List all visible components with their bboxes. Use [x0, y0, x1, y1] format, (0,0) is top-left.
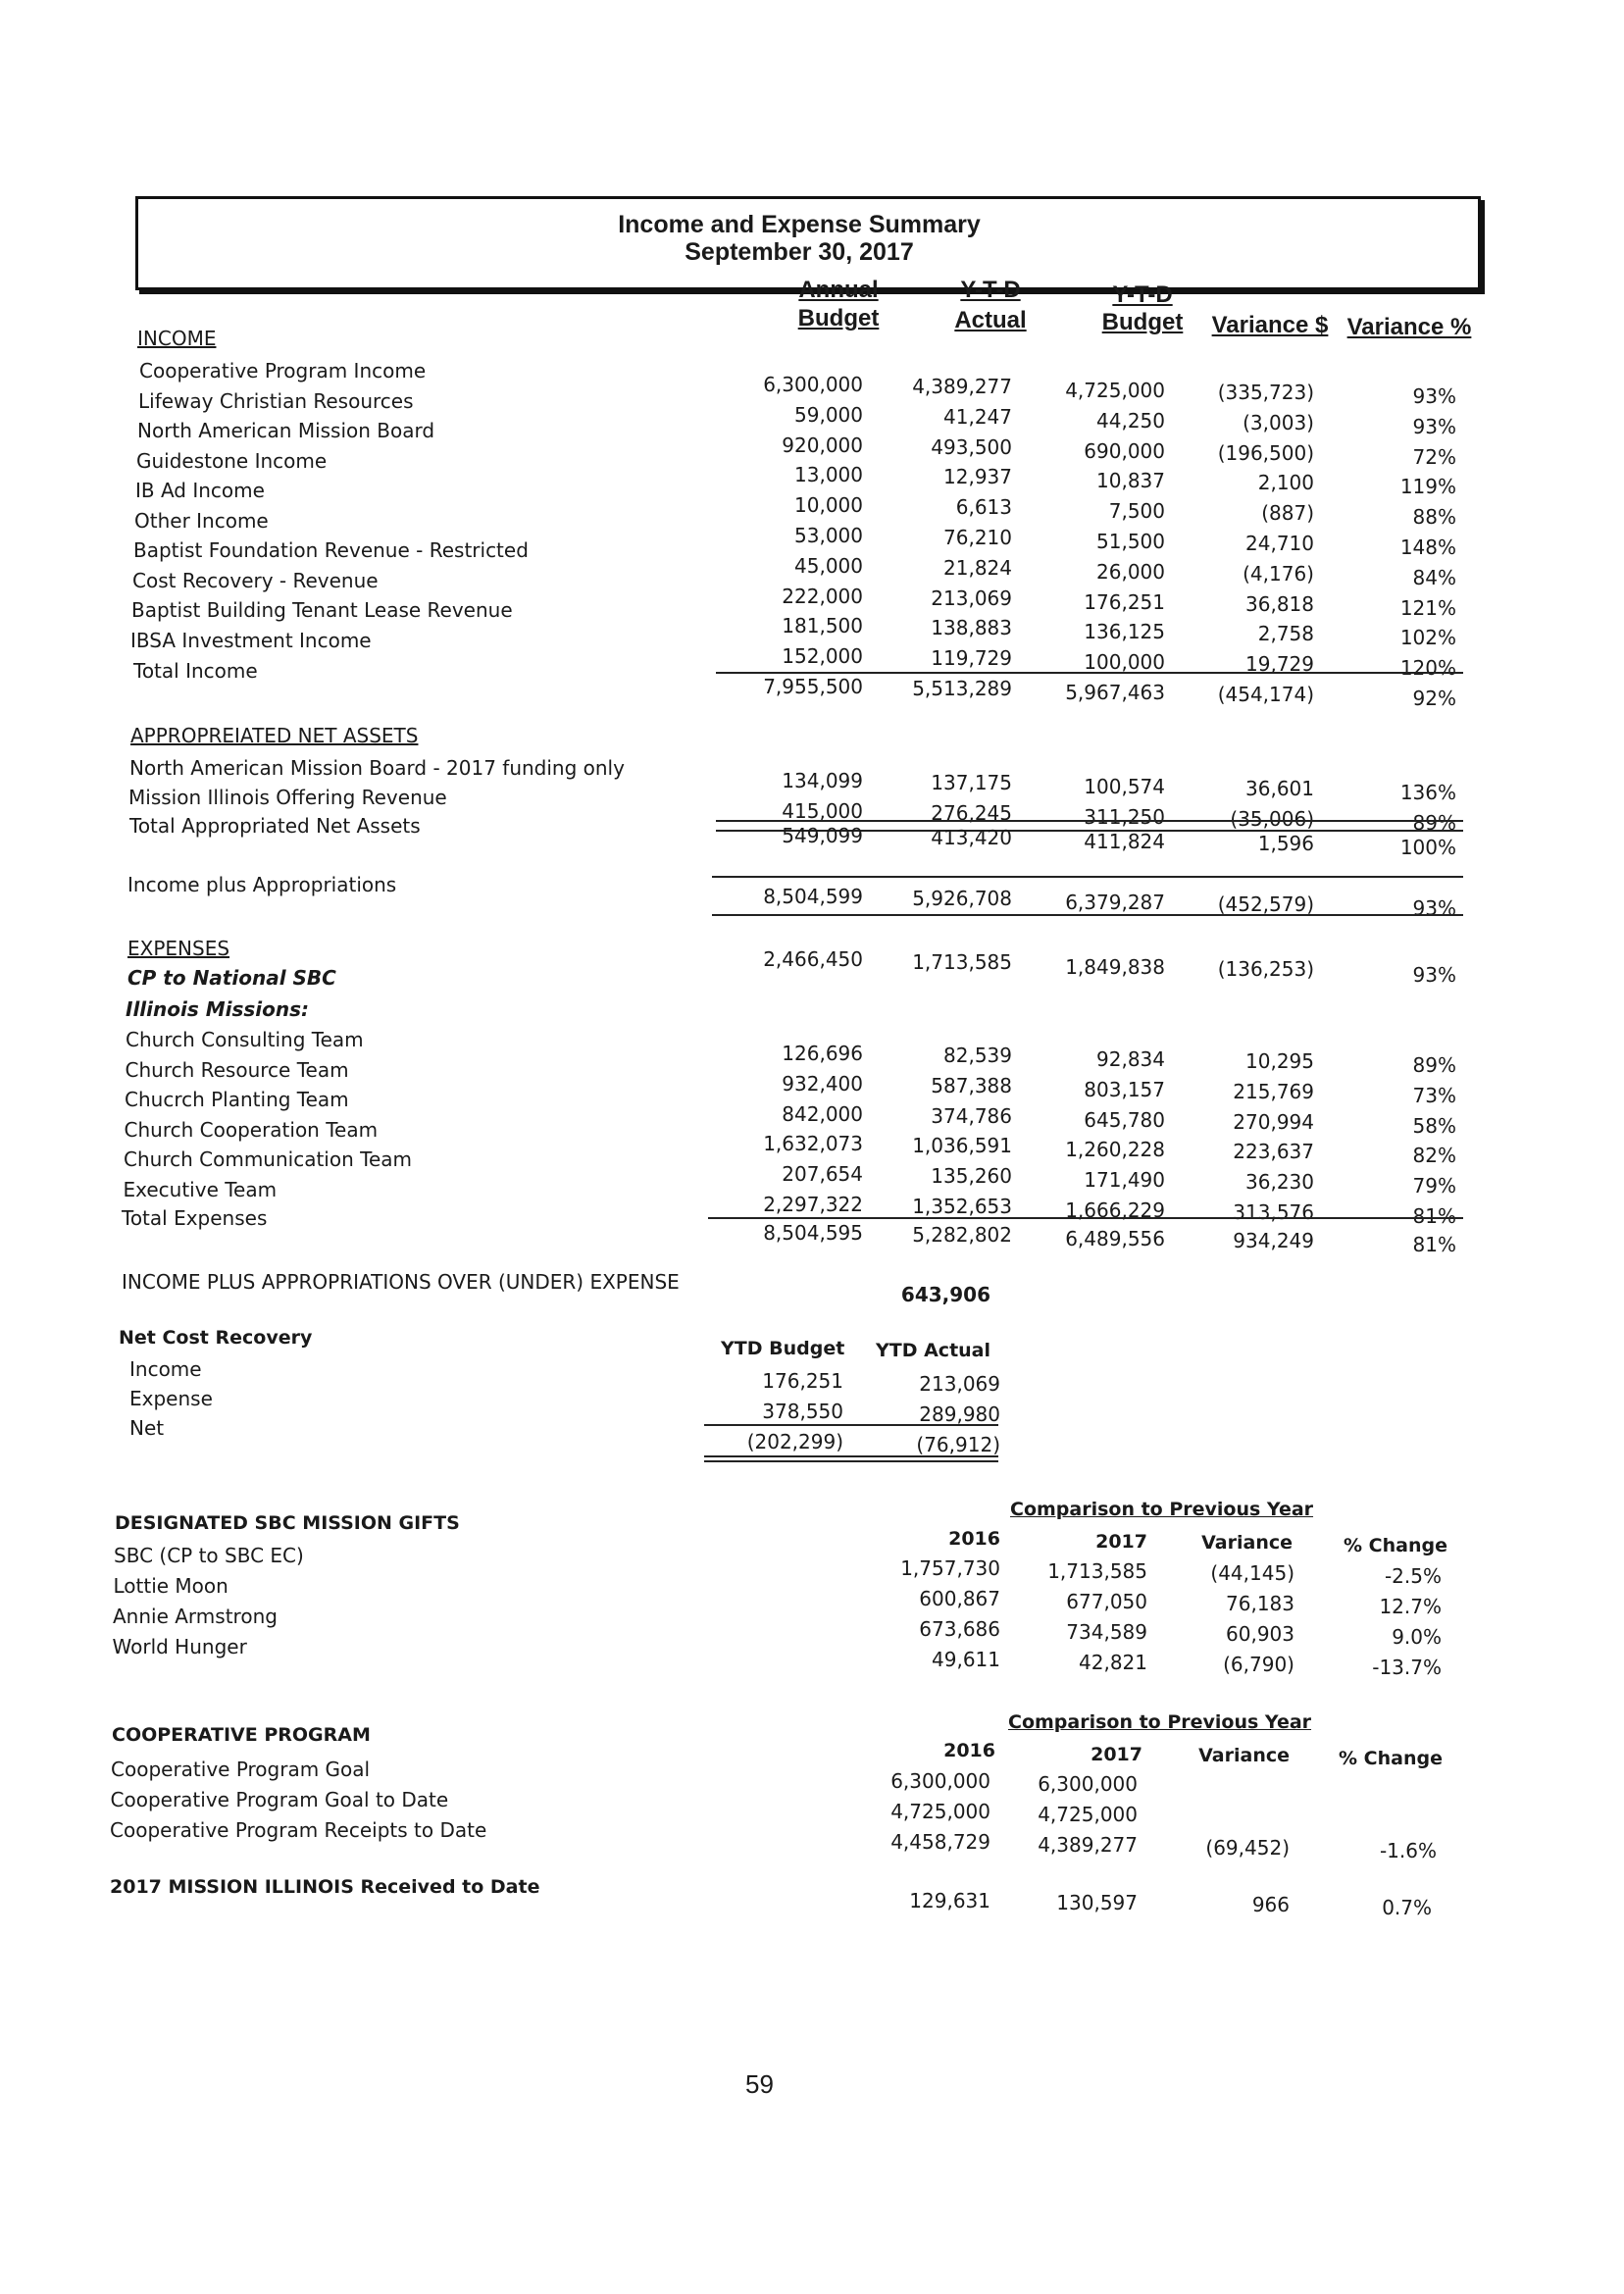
income-total-rule [716, 672, 1463, 674]
mission-illinois-label: 2017 MISSION ILLINOIS Received to Date [110, 1876, 540, 1898]
income-row-label: Cost Recovery - Revenue [132, 568, 379, 592]
col-annual-line1: Annual [798, 277, 879, 303]
appropriated-row-ytd-actual: 137,175 [931, 771, 1012, 794]
income-row-annual: 53,000 [794, 524, 863, 547]
income-row-variance: 19,729 [1245, 652, 1314, 677]
appropriated-row-annual: 134,099 [782, 769, 863, 792]
expense-row-ytd-budget: 92,834 [1096, 1047, 1165, 1071]
income-row-annual: 6,300,000 [763, 373, 863, 396]
cp-national-annual: 2,466,450 [763, 947, 863, 971]
income-row-annual: 222,000 [782, 584, 863, 608]
income-row-pct: 93% [1412, 414, 1456, 438]
cooperative-col-2016: 2016 [943, 1740, 995, 1761]
expense-row-ytd-budget: 1,666,229 [1065, 1198, 1165, 1222]
expenses-total-row-ytd-budget: 6,489,556 [1065, 1227, 1165, 1250]
ncr-net-rule [704, 1424, 998, 1426]
ncr-row-budget: (202,299) [746, 1430, 843, 1453]
income-row-ytd-budget: 44,250 [1096, 408, 1165, 433]
designated-row-2016: 600,867 [919, 1587, 1000, 1610]
income-row-ytd-budget: 10,837 [1096, 469, 1165, 493]
expense-row-annual: 126,696 [782, 1042, 863, 1065]
appropriated-total-row-pct: 100% [1399, 836, 1456, 859]
expenses-total-row-ytd-actual: 5,282,802 [912, 1223, 1012, 1247]
designated-row-label: World Hunger [112, 1635, 247, 1658]
appropriated-row-pct: 89% [1412, 811, 1456, 835]
page-number: 59 [745, 2069, 774, 2099]
expenses-total-row-variance: 934,249 [1233, 1229, 1314, 1252]
designated-row-2017: 677,050 [1066, 1590, 1147, 1613]
ncr-row-budget: 378,550 [762, 1400, 843, 1423]
income-row-annual: 920,000 [782, 433, 863, 457]
ncr-row-actual: 213,069 [919, 1372, 1000, 1396]
expense-row-variance: 10,295 [1245, 1049, 1314, 1073]
income-row-ytd-budget: 26,000 [1096, 559, 1165, 584]
cooperative-row-2017: 4,389,277 [1038, 1833, 1138, 1857]
income-row-ytd-actual: 76,210 [943, 526, 1012, 549]
appropriated-row-pct: 136% [1399, 781, 1456, 804]
col-ytd-budget-line2: Budget [1101, 309, 1184, 335]
income-plus-appropriations-row-annual: 8,504,599 [763, 885, 863, 908]
expense-row-annual: 932,400 [782, 1071, 863, 1096]
appropriated-total-row-annual: 549,099 [782, 824, 863, 847]
page-title: Income and Expense Summary [618, 211, 981, 238]
cooperative-row-2016: 6,300,000 [890, 1769, 990, 1793]
expense-row-ytd-budget: 171,490 [1084, 1168, 1165, 1193]
income-row-pct: 102% [1399, 626, 1456, 650]
income-row-pct: 148% [1399, 535, 1456, 559]
expense-row-ytd-actual: 1,352,653 [912, 1195, 1012, 1218]
appropriated-total-row-variance: 1,596 [1257, 832, 1314, 855]
income-row-annual: 10,000 [794, 493, 863, 518]
appropriated-total-row-ytd-actual: 413,420 [931, 826, 1012, 849]
col-annual-line2: Budget [797, 305, 880, 331]
income-row-ytd-budget: 690,000 [1084, 438, 1165, 463]
cp-national-ytd-budget: 1,849,838 [1065, 954, 1165, 979]
col-ytd-actual-line1: Y-T-D [960, 277, 1021, 303]
ncr-row-budget: 176,251 [762, 1369, 843, 1393]
expense-row-variance: 270,994 [1233, 1109, 1314, 1134]
income-total-row-variance: (454,174) [1217, 683, 1314, 706]
over-under-label: INCOME PLUS APPROPRIATIONS OVER (UNDER) EXPENSE [122, 1270, 680, 1294]
cooperative-row-label: Cooperative Program Goal [111, 1758, 371, 1781]
designated-row-change: 9.0% [1392, 1625, 1442, 1649]
designated-row-variance: (44,145) [1210, 1561, 1294, 1585]
expense-row-ytd-budget: 645,780 [1084, 1107, 1165, 1132]
expense-row-ytd-budget: 1,260,228 [1065, 1138, 1165, 1162]
expense-row-ytd-actual: 587,388 [931, 1073, 1012, 1097]
appropriated-row-ytd-budget: 311,250 [1084, 805, 1165, 829]
expense-row-annual: 1,632,073 [763, 1132, 863, 1156]
expense-row-pct: 89% [1412, 1053, 1456, 1077]
cooperative-row-variance: (69,452) [1205, 1836, 1290, 1860]
income-row-ytd-actual: 493,500 [931, 434, 1012, 459]
ncr-row-label: Income [129, 1357, 202, 1381]
income-row-label: Cooperative Program Income [139, 359, 427, 382]
income-row-label: Baptist Building Tenant Lease Revenue [131, 598, 513, 622]
income-row-pct: 93% [1412, 384, 1456, 408]
designated-row-change: 12.7% [1379, 1595, 1442, 1618]
income-row-annual: 45,000 [794, 553, 863, 578]
expenses-heading: EXPENSES [127, 937, 230, 960]
page-date: September 30, 2017 [685, 238, 914, 266]
income-row-label: Baptist Foundation Revenue - Restricted [133, 538, 529, 562]
designated-col-2017: 2017 [1095, 1531, 1147, 1553]
income-plus-appropriations-row-ytd-actual: 5,926,708 [912, 887, 1012, 910]
designated-col-change: % Change [1344, 1535, 1447, 1556]
income-row-label: Other Income [134, 508, 269, 533]
ncr-row-actual: 289,980 [919, 1402, 1000, 1426]
cooperative-col-2017: 2017 [1091, 1744, 1142, 1765]
designated-row-2016: 1,757,730 [900, 1556, 1000, 1580]
expense-row-pct: 81% [1412, 1204, 1456, 1228]
col-ytd-budget-line1: Y-T-D [1112, 281, 1173, 308]
expense-row-ytd-actual: 135,260 [931, 1164, 1012, 1189]
mission-illinois-2017: 130,597 [1056, 1891, 1138, 1914]
ncr-col-actual: YTD Actual [876, 1340, 991, 1361]
expense-row-pct: 73% [1412, 1083, 1456, 1107]
income-total-row-label: Total Income [133, 659, 258, 683]
expense-row-variance: 223,637 [1233, 1140, 1314, 1164]
designated-comparison-title: Comparison to Previous Year [1010, 1499, 1314, 1520]
expense-row-ytd-actual: 374,786 [931, 1103, 1012, 1128]
income-row-pct: 121% [1399, 595, 1456, 620]
income-total-row-annual: 7,955,500 [763, 675, 863, 698]
appropriated-subtotal-rule [716, 820, 1463, 822]
designated-row-2016: 49,611 [932, 1648, 1000, 1671]
expense-row-variance: 36,230 [1245, 1170, 1314, 1195]
cooperative-row-change: -1.6% [1379, 1839, 1437, 1862]
designated-row-2017: 1,713,585 [1047, 1559, 1147, 1583]
col-ytd-actual-line2: Actual [954, 307, 1027, 333]
expense-row-annual: 207,654 [782, 1162, 863, 1187]
expense-row-label: Church Consulting Team [126, 1028, 364, 1051]
income-row-pct: 120% [1399, 656, 1456, 681]
ipa-top-rule [712, 876, 1463, 878]
ncr-row-actual: (76,912) [916, 1433, 1000, 1456]
expense-row-pct: 58% [1412, 1113, 1456, 1138]
expense-row-ytd-actual: 82,539 [943, 1044, 1012, 1067]
income-total-row-pct: 92% [1412, 687, 1456, 710]
appropriated-heading: APPROPREIATED NET ASSETS [130, 724, 419, 747]
income-row-ytd-budget: 176,251 [1084, 589, 1165, 614]
cooperative-row-2017: 4,725,000 [1038, 1803, 1138, 1826]
income-row-variance: 2,758 [1257, 622, 1314, 646]
cp-national-variance: (136,253) [1217, 957, 1314, 982]
cp-national-label: CP to National SBC [127, 966, 336, 990]
cooperative-row-2016: 4,458,729 [890, 1830, 990, 1854]
cooperative-col-change: % Change [1339, 1748, 1443, 1769]
income-row-label: Lifeway Christian Resources [138, 388, 414, 413]
income-row-ytd-budget: 7,500 [1108, 499, 1165, 524]
income-row-variance: 36,818 [1245, 591, 1314, 616]
income-plus-appropriations-row-label: Income plus Appropriations [127, 873, 397, 896]
cooperative-row-label: Cooperative Program Receipts to Date [110, 1818, 487, 1842]
mission-illinois-change: 0.7% [1382, 1896, 1432, 1919]
income-row-ytd-actual: 12,937 [943, 465, 1012, 489]
income-row-ytd-actual: 6,613 [955, 495, 1012, 520]
income-row-variance: (196,500) [1217, 440, 1314, 465]
income-row-annual: 181,500 [782, 614, 863, 638]
designated-row-change: -2.5% [1384, 1564, 1442, 1588]
net-cost-recovery-heading: Net Cost Recovery [119, 1327, 313, 1349]
designated-row-variance: 76,183 [1226, 1592, 1294, 1615]
cooperative-heading: COOPERATIVE PROGRAM [112, 1724, 371, 1746]
appropriated-row-variance: 36,601 [1245, 777, 1314, 800]
mission-illinois-2016: 129,631 [909, 1889, 990, 1912]
cooperative-col-variance: Variance [1198, 1745, 1290, 1766]
designated-col-2016: 2016 [948, 1528, 1000, 1550]
cooperative-row-label: Cooperative Program Goal to Date [110, 1788, 449, 1811]
income-row-variance: 24,710 [1245, 532, 1314, 555]
cooperative-comparison-title: Comparison to Previous Year [1008, 1711, 1312, 1733]
cooperative-row-2017: 6,300,000 [1038, 1772, 1138, 1796]
designated-row-label: Annie Armstrong [113, 1605, 278, 1628]
income-row-label: North American Mission Board [137, 419, 435, 442]
designated-row-label: SBC (CP to SBC EC) [114, 1544, 304, 1567]
income-row-variance: (887) [1261, 501, 1314, 526]
income-row-variance: (335,723) [1217, 381, 1314, 404]
income-row-ytd-budget: 136,125 [1084, 620, 1165, 644]
over-under-value: 643,906 [900, 1283, 990, 1306]
expense-row-label: Church Communication Team [124, 1147, 412, 1171]
ncr-col-budget: YTD Budget [721, 1338, 845, 1359]
appropriated-row-label: Mission Illinois Offering Revenue [128, 786, 447, 809]
expense-row-label: Church Resource Team [125, 1057, 349, 1082]
income-row-ytd-budget: 100,000 [1084, 650, 1165, 675]
designated-heading: DESIGNATED SBC MISSION GIFTS [115, 1512, 460, 1534]
ncr-row-label: Expense [129, 1387, 213, 1410]
ncr-double-rule-2 [704, 1460, 998, 1462]
income-row-ytd-actual: 21,824 [943, 555, 1012, 580]
income-row-annual: 152,000 [782, 644, 863, 669]
illinois-missions-subheading: Illinois Missions: [126, 997, 310, 1021]
income-row-ytd-budget: 4,725,000 [1065, 379, 1165, 402]
designated-row-variance: 60,903 [1226, 1622, 1294, 1646]
income-plus-appropriations-row-ytd-budget: 6,379,287 [1065, 891, 1165, 914]
designated-row-label: Lottie Moon [113, 1574, 228, 1598]
designated-col-variance: Variance [1201, 1532, 1293, 1554]
appropriated-row-variance: (35,006) [1230, 807, 1314, 831]
designated-row-2017: 42,821 [1079, 1651, 1147, 1674]
cp-national-pct: 93% [1412, 962, 1456, 987]
appropriated-row-annual: 415,000 [782, 799, 863, 823]
col-variance-percent: Variance % [1346, 314, 1472, 340]
expense-row-label: Chucrch Planting Team [125, 1088, 349, 1111]
income-row-label: IBSA Investment Income [130, 628, 372, 652]
expense-row-ytd-actual: 1,036,591 [912, 1134, 1012, 1158]
expense-row-annual: 842,000 [782, 1101, 863, 1126]
income-row-pct: 84% [1412, 565, 1456, 589]
appropriated-row-label: North American Mission Board - 2017 funding only [129, 756, 625, 780]
income-total-row-ytd-budget: 5,967,463 [1065, 681, 1165, 704]
expense-row-label: Church Cooperation Team [124, 1117, 379, 1142]
appropriated-total-row-ytd-budget: 411,824 [1084, 830, 1165, 853]
ipa-bottom-rule [712, 914, 1463, 916]
income-plus-appropriations-row-variance: (452,579) [1217, 892, 1314, 916]
expenses-total-rule [708, 1217, 1463, 1219]
expense-row-pct: 82% [1412, 1144, 1456, 1168]
designated-row-variance: (6,790) [1223, 1653, 1294, 1676]
expense-row-ytd-budget: 803,157 [1084, 1077, 1165, 1101]
expense-row-variance: 313,576 [1233, 1200, 1314, 1224]
designated-row-2016: 673,686 [919, 1617, 1000, 1641]
appropriated-row-ytd-actual: 276,245 [931, 801, 1012, 825]
income-row-ytd-actual: 41,247 [943, 404, 1012, 429]
designated-row-change: -13.7% [1372, 1656, 1442, 1679]
income-row-variance: (3,003) [1243, 410, 1314, 434]
income-row-ytd-actual: 119,729 [931, 646, 1012, 671]
income-row-ytd-actual: 138,883 [931, 616, 1012, 640]
appropriated-total-row-label: Total Appropriated Net Assets [129, 814, 421, 838]
expense-row-label: Executive Team [123, 1177, 278, 1201]
income-row-variance: 2,100 [1257, 471, 1314, 495]
expense-row-variance: 215,769 [1233, 1079, 1314, 1103]
income-row-ytd-budget: 51,500 [1096, 530, 1165, 553]
expense-row-pct: 79% [1412, 1174, 1456, 1198]
income-row-variance: (4,176) [1243, 561, 1314, 586]
income-row-pct: 72% [1412, 444, 1456, 469]
cp-national-ytd-actual: 1,713,585 [912, 949, 1012, 974]
ncr-double-rule-1 [704, 1455, 998, 1457]
income-row-annual: 13,000 [794, 463, 863, 487]
ncr-row-label: Net [129, 1416, 165, 1440]
income-row-ytd-actual: 4,389,277 [912, 375, 1012, 398]
appropriated-row-ytd-budget: 100,574 [1084, 775, 1165, 798]
expenses-total-row-pct: 81% [1412, 1233, 1456, 1256]
expense-row-annual: 2,297,322 [763, 1193, 863, 1216]
income-heading: INCOME [137, 327, 217, 350]
income-row-pct: 88% [1412, 505, 1456, 530]
income-row-label: Guidestone Income [136, 448, 328, 473]
col-variance-amount: Variance $ [1211, 312, 1329, 338]
income-plus-appropriations-row-pct: 93% [1412, 896, 1456, 920]
designated-row-2017: 734,589 [1066, 1620, 1147, 1644]
income-row-ytd-actual: 213,069 [931, 586, 1012, 610]
income-total-row-ytd-actual: 5,513,289 [912, 677, 1012, 700]
expenses-total-row-label: Total Expenses [122, 1206, 268, 1230]
income-row-label: IB Ad Income [135, 479, 265, 502]
cooperative-row-2016: 4,725,000 [890, 1800, 990, 1823]
income-row-annual: 59,000 [794, 402, 863, 427]
mission-illinois-variance: 966 [1251, 1893, 1290, 1916]
expenses-total-row-annual: 8,504,595 [763, 1221, 863, 1245]
income-row-pct: 119% [1399, 475, 1456, 499]
